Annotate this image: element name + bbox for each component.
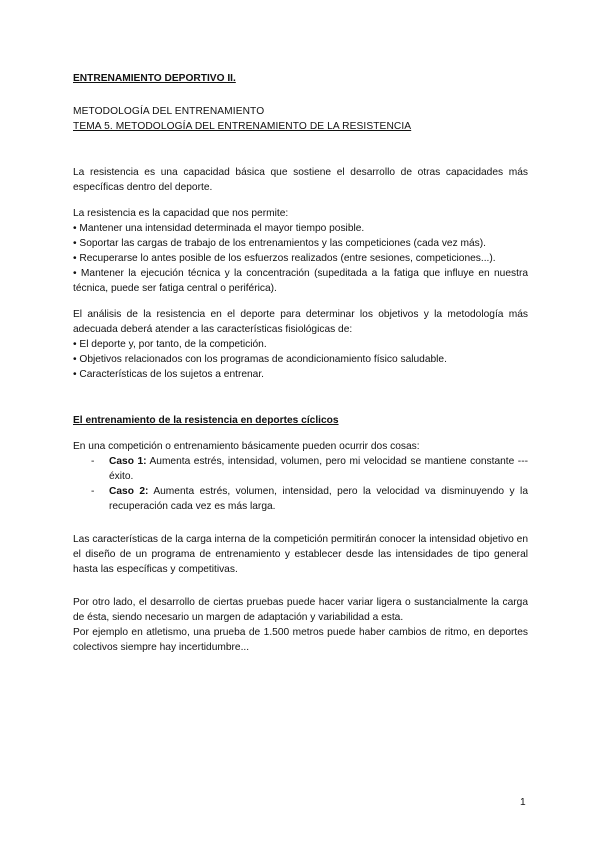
- capacity-item: • Mantener la ejecución técnica y la concentración (supeditada a la fatiga que influye en nuestra técnica, puede ser fatiga central o periférica).: [73, 268, 528, 294]
- case-item: [73, 454, 528, 484]
- intro-paragraph: La resistencia es una capacidad básica que sostiene el desarrollo de otras capacidades más específicas dentro del deporte.: [73, 167, 528, 193]
- header-title: ENTRENAMIENTO DEPORTIVO II.: [73, 73, 236, 84]
- page-number: 1: [520, 797, 526, 808]
- case-item: [73, 484, 528, 514]
- case-label: Caso 1:: [109, 456, 147, 467]
- analysis-intro: El análisis de la resistencia en el deporte para determinar los objetivos y la metodología más adecuada deberá atender a las características fisiológicas de:: [73, 309, 528, 335]
- analysis-item: • El deporte y, por tanto, de la competición.: [73, 339, 267, 350]
- case-body: [109, 484, 528, 514]
- analysis-item: • Objetivos relacionados con los programas de acondicionamiento físico saludable.: [73, 354, 447, 365]
- case-dash: -: [91, 486, 95, 497]
- section-title: El entrenamiento de la resistencia en deportes cíclicos: [73, 415, 339, 426]
- capacity-item: • Mantener una intensidad determinada el mayor tiempo posible.: [73, 223, 365, 234]
- case-text: Aumenta estrés, volumen, intensidad, pero la velocidad va disminuyendo y la recuperación cada vez es más larga.: [109, 486, 528, 512]
- subtitle-topic: TEMA 5. METODOLOGÍA DEL ENTRENAMIENTO DE LA RESISTENCIA: [73, 121, 412, 132]
- capacity-intro: La resistencia es la capacidad que nos permite:: [73, 208, 289, 219]
- example-paragraph: Por ejemplo en atletismo, una prueba de 1.500 metros puede haber cambios de ritmo, en deportes colectivos siempre hay incertidumbre...: [73, 627, 528, 653]
- analysis-item: • Características de los sujetos a entrenar.: [73, 369, 264, 380]
- document-page: [73, 71, 528, 655]
- case-text: Aumenta estrés, intensidad, volumen, pero mi velocidad se mantiene constante --- éxito.: [109, 456, 528, 482]
- other-paragraph: Por otro lado, el desarrollo de ciertas pruebas puede hacer variar ligera o sustancialmente la carga de ésta, siendo necesario un margen de adaptación y variabilidad a esta.: [73, 597, 528, 623]
- load-paragraph: Las características de la carga interna de la competición permitirán conocer la intensidad objetivo en el diseño de un programa de entrenamiento y establecer desde las intensidades de tipo general hasta las específicas y competitivas.: [73, 534, 528, 575]
- case-body: [109, 454, 528, 484]
- case-dash: -: [91, 456, 95, 467]
- capacity-item: • Soportar las cargas de trabajo de los entrenamientos y las competiciones (cada vez más).: [73, 238, 486, 249]
- cases-intro: En una competición o entrenamiento básicamente pueden ocurrir dos cosas:: [73, 441, 420, 452]
- case-label: Caso 2:: [109, 486, 149, 497]
- subtitle-methodology: METODOLOGÍA DEL ENTRENAMIENTO: [73, 106, 265, 117]
- capacity-item: • Recuperarse lo antes posible de los esfuerzos realizados (entre sesiones, competiciones...).: [73, 253, 496, 264]
